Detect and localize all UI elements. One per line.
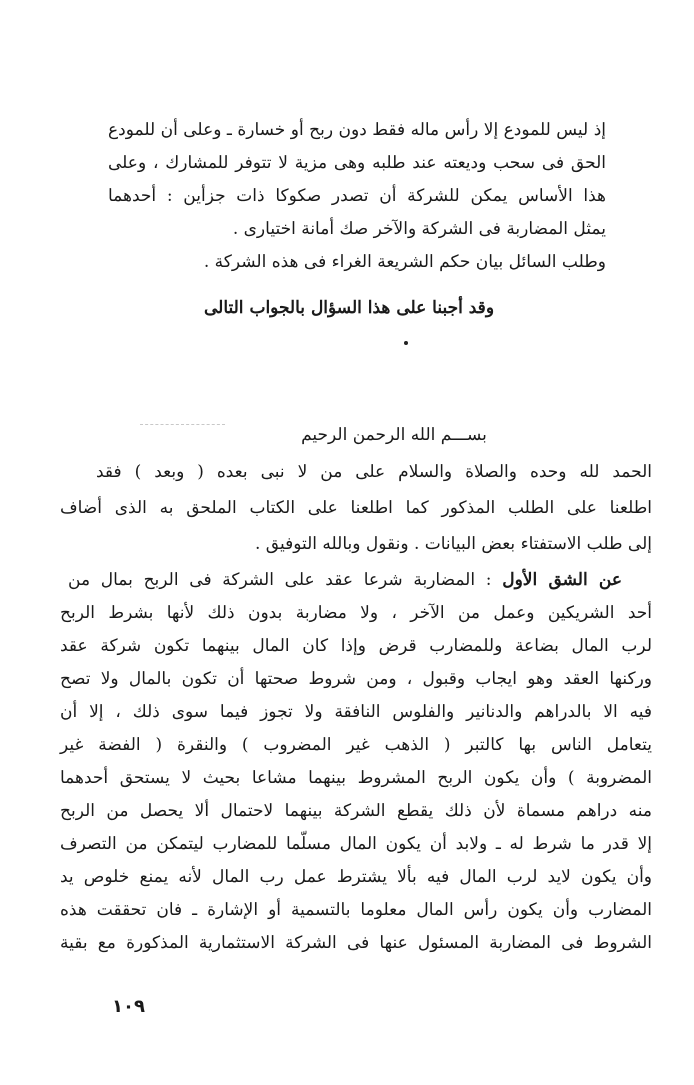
response-line-3: إلى طلب الاستفتاء بعض البيانات . ونقول وبالله التوفيق . (254, 534, 652, 554)
body-line-8: إلا قدر ما شرط له ـ ولابد أن يكون المال مسلّما للمضارب ليتمكن من التصرف (60, 834, 652, 854)
basmala: بســـم الله الرحمن الرحيم (301, 425, 487, 445)
body-line-5: يتعامل الناس بها كالتبر ( الذهب غير المضروب ) والنقرة ( الفضة غير (60, 735, 652, 755)
body-line-10: المضارب وأن يكون رأس المال معلوما بالتسمية أو الإشارة ـ فان تحققت هذه (60, 900, 652, 920)
intro-line-2: الحق فى سحب وديعته عند طلبه وهى مزية لا تتوفر للمشارك ، وعلى (108, 153, 606, 173)
faint-margin-mark (140, 424, 225, 428)
body-line-4: فيه الا بالدراهم والدنانير والفلوس النافقة ولا تجوز فيما سوى ذلك ، إلا أن (60, 702, 652, 722)
response-line-1: الحمد لله وحده والصلاة والسلام على من لا نبى بعده ( وبعد ) فقد (96, 462, 652, 482)
first-part-text: : المضاربة شرعا عقد على الشركة فى الربح بمال من (68, 570, 492, 590)
page-number: ١٠٩ (112, 996, 145, 1017)
body-line-11: الشروط فى المضاربة المسئول عنها فى الشركة الاستثمارية المذكورة مع بقية (60, 933, 652, 953)
body-line-7: منه دراهم مسماة لأن ذلك يقطع الشركة بينهما لاحتمال ألا يحصل من الربح (60, 801, 652, 821)
intro-line-3: هذا الأساس يمكن للشركة أن تصدر صكوكا ذات جزأين : أحدهما (108, 186, 606, 206)
intro-line-1: إذ ليس للمودع إلا رأس ماله فقط دون ربح أو خسارة ـ وعلى أن للمودع (108, 120, 606, 140)
intro-line-4: يمثل المضاربة فى الشركة والآخر صك أمانة اختيارى . (232, 219, 606, 239)
body-line-1: أحد الشريكين وعمل من الآخر ، ولا مضاربة بدون ذلك لأنها بشرط الربح (60, 603, 652, 623)
body-line-9: وأن يكون لايد لرب المال فيه بألا يشترط عمل رب المال لأنه يمنع خلوص يد (60, 867, 652, 887)
first-part-line (68, 568, 622, 592)
first-part-label: عن الشق الأول (502, 570, 623, 590)
intro-line-5: وطلب السائل بيان حكم الشريعة الغراء فى هذه الشركة . (203, 252, 606, 272)
body-line-3: وركنها العقد وهو ايجاب وقبول ، ومن شروط صحتها أن تكون بالمال ولا تصح (60, 669, 652, 689)
body-line-2: لرب المال بضاعة وللمضارب قرض وإذا كان المال بينهما تكون شركة عقد (60, 636, 652, 656)
answer-heading: وقد أجبنا على هذا السؤال بالجواب التالى (203, 298, 495, 318)
response-line-2: اطلعنا على الطلب المذكور كما اطلعنا على الكتاب الملحق به الذى أضاف (60, 498, 652, 518)
separator-dot (404, 341, 408, 345)
body-line-6: المضروبة ) وأن يكون الربح المشروط بينهما مشاعا بحيث لا يستحق أحدهما (60, 768, 652, 788)
